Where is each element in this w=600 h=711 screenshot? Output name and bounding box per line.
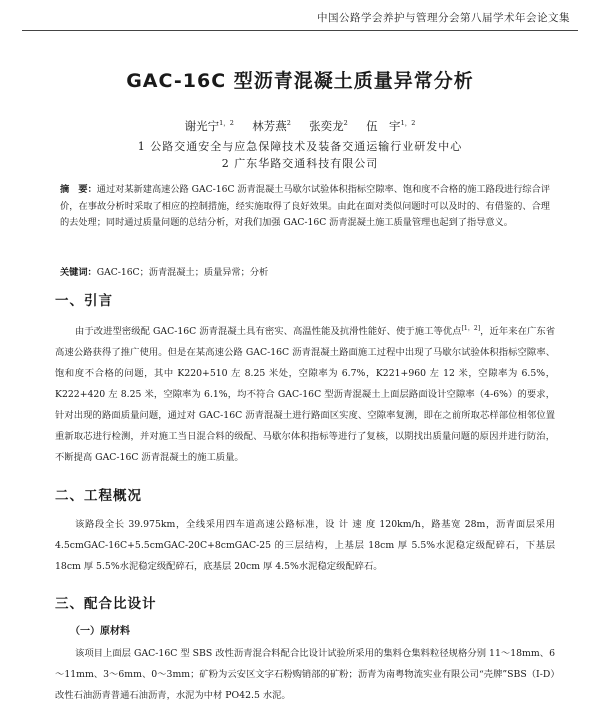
abstract-text: 通过对某新建高速公路 GAC-16C 沥青混凝土马歇尔试验体积指标空隙率、饱和度不合格的施工路段进行综合评价，在事故分析时采取了相应的控制措施，经实施取得了良好效果。由此在面对类似问题时可以及时的、有借鉴的、合理的去处理；同时通过质量问题的总结分析，对我们加强 GAC-16C 沥青混凝土施工质量管理也起到了指导意义。 — [60, 184, 551, 228]
subsection-heading-materials: （一）原材料 — [70, 626, 130, 637]
keywords — [60, 264, 550, 278]
introduction-paragraph — [55, 318, 555, 468]
affiliation-2: 2 广东华路交通科技有限公司 — [221, 157, 379, 170]
abstract — [60, 182, 550, 232]
section-heading-introduction: 一、引言 — [55, 293, 113, 309]
author-affiliation-mark: 1，2 — [400, 119, 416, 128]
header-rule — [22, 30, 578, 31]
abstract-label: 摘 要： — [60, 184, 97, 195]
author-name: 谢光宁 — [184, 119, 220, 133]
paragraph-text: 由于改进型密级配 GAC-16C 沥青混凝土具有密实、高温性能及抗滑性能好、使于施工等优点 — [75, 326, 462, 338]
author-affiliation-mark: 2 — [343, 119, 348, 128]
author-affiliation-mark: 2 — [286, 119, 291, 128]
author-list — [0, 118, 600, 134]
project-overview-paragraph: 该路段全长 39.975km，全线采用四车道高速公路标准，设 计 速 度 120km/h，路基宽 28m，沥青面层采用 4.5cmGAC-16C+5.5cmGAC-20C+8cmGAC-25 的三层结构，上基层 18cm 厚 5.5%水泥稳定级配碎石，下基层 18cm 厚 5.5%水泥稳定级配碎石，底基层 20cm 厚 4.5%水泥稳定级配碎石。 — [55, 519, 555, 572]
author-name: 伍 宇 — [366, 119, 401, 133]
keywords-text: GAC-16C；沥青混凝土；质量异常；分析 — [96, 267, 269, 278]
paragraph-text: ，近年来在广东省高速公路获得了推广使用。但是在某高速公路 GAC-16C 沥青混凝土路面施工过程中出现了马歇尔试验体积指标空隙率、饱和度不合格的问题，其中 K220+510 左 8.25 米处，空隙率为 6.7%，K221+960 左 12 米，空隙率为 6.5%，K222+420 左 8.25 米，空隙率为 6.1%，均不符合 GAC-16C 型沥青混凝土上面层路面设计空隙率（4-6%）的要求，针对出现的路面质量问题，通过对 GAC-16C 沥青混凝土进行路面区实度、空隙率复测，即在之前所取芯样部位相邻位置重新取芯进行检测，并对施工当日混合料的级配、马歇尔体积指标等进行了复核，以期找出质量问题的原因并进行防治，不断提高 GAC-16C 沥青混凝土的施工质量。 — [55, 326, 555, 464]
section-heading-mix-design: 三、配合比设计 — [55, 596, 157, 612]
materials-paragraph: 该项目上面层 GAC-16C 型 SBS 改性沥青混合料配合比设计试验所采用的集料仓集料粒径规格分别 11～18mm、6～11mm、3～6mm、0～3mm；矿粉为云安区文字石粉购销部的矿粉；沥青为南粤物流实业有限公司“壳牌”SBS（I-D）改性石油沥青普通石油沥青，水泥为中材 PO42.5 水泥。 — [55, 648, 555, 701]
keywords-label: 关键词： — [60, 267, 97, 278]
citation-ref: [1，2] — [461, 325, 481, 332]
author-name: 林芳燕 — [252, 119, 287, 133]
section-heading-project-overview: 二、工程概况 — [55, 488, 142, 504]
paper-title: GAC-16C 型沥青混凝土质量异常分析 — [126, 70, 474, 92]
affiliation-1: 1 公路交通安全与应急保障技术及装备交通运输行业研发中心 — [137, 140, 463, 153]
running-header: 中国公路学会养护与管理分会第八届学术年会论文集 — [317, 12, 570, 24]
author-affiliation-mark: 1，2 — [219, 119, 234, 128]
author-name: 张奕龙 — [309, 119, 344, 133]
